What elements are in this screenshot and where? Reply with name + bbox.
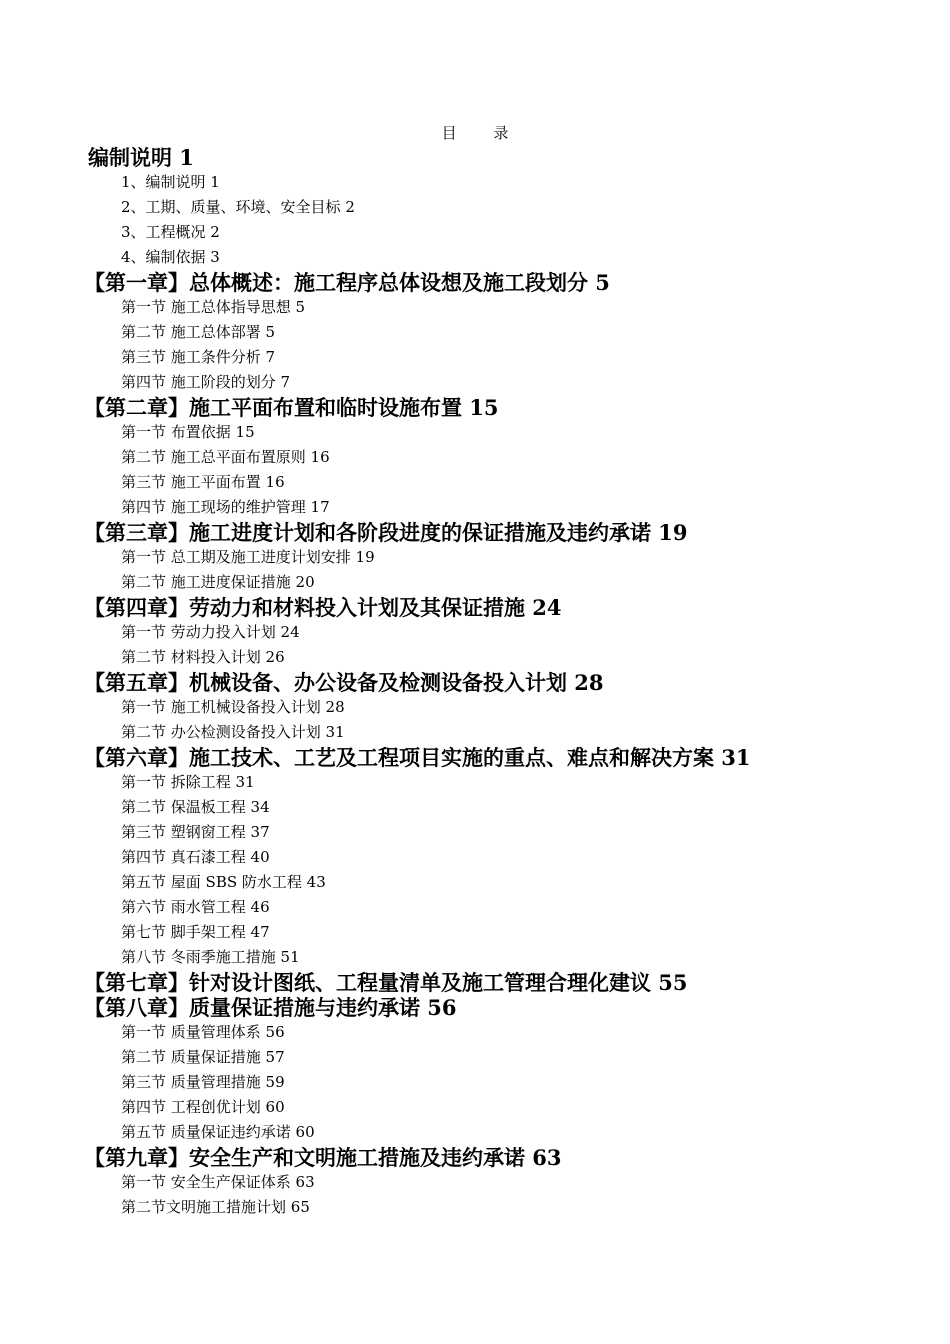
toc-section-entry: 第二节 办公检测设备投入计划 31 [121,723,345,741]
toc-section-entry: 第四节 真石漆工程 40 [121,848,270,866]
toc-section-entry: 第二节 施工总体部署 5 [121,323,276,341]
toc-title: 目 录 [441,124,525,142]
toc-section-entry: 第二节 施工进度保证措施 20 [121,573,315,591]
toc-chapter-entry: 【第三章】施工进度计划和各阶段进度的保证措施及违约承诺 19 [84,520,688,545]
toc-section-entry: 第二节 保温板工程 34 [121,798,270,816]
toc-section-entry: 第四节 施工阶段的划分 7 [121,373,291,391]
toc-section-entry: 第三节 施工平面布置 16 [121,473,285,491]
toc-section-entry: 第二节文明施工措施计划 65 [121,1198,310,1216]
toc-chapter-entry: 【第四章】劳动力和材料投入计划及其保证措施 24 [84,595,562,620]
toc-section-entry: 第一节 质量管理体系 56 [121,1023,285,1041]
toc-section-entry: 第四节 施工现场的维护管理 17 [121,498,330,516]
toc-chapter-entry: 【第二章】施工平面布置和临时设施布置 15 [84,395,499,420]
toc-section-entry: 第一节 施工总体指导思想 5 [121,298,306,316]
toc-section-entry: 1、编制说明 1 [121,173,220,191]
toc-section-entry: 第五节 质量保证违约承诺 60 [121,1123,315,1141]
toc-chapter-entry: 【第九章】安全生产和文明施工措施及违约承诺 63 [84,1145,562,1170]
toc-section-entry: 第一节 布置依据 15 [121,423,255,441]
toc-section-entry: 第七节 脚手架工程 47 [121,923,270,941]
toc-chapter-entry: 编制说明 1 [88,145,194,170]
toc-section-entry: 第四节 工程创优计划 60 [121,1098,285,1116]
toc-chapter-entry: 【第六章】施工技术、工艺及工程项目实施的重点、难点和解决方案 31 [84,745,751,770]
toc-section-entry: 第二节 材料投入计划 26 [121,648,285,666]
toc-section-entry: 第三节 施工条件分析 7 [121,348,276,366]
toc-section-entry: 第一节 总工期及施工进度计划安排 19 [121,548,375,566]
toc-section-entry: 第二节 质量保证措施 57 [121,1048,285,1066]
toc-section-entry: 第三节 质量管理措施 59 [121,1073,285,1091]
toc-chapter-entry: 【第五章】机械设备、办公设备及检测设备投入计划 28 [84,670,604,695]
toc-section-entry: 第六节 雨水管工程 46 [121,898,270,916]
toc-section-entry: 第一节 施工机械设备投入计划 28 [121,698,345,716]
toc-section-entry: 第一节 拆除工程 31 [121,773,255,791]
toc-section-entry: 4、编制依据 3 [121,248,220,266]
toc-section-entry: 2、工期、质量、环境、安全目标 2 [121,198,355,216]
toc-section-entry: 第二节 施工总平面布置原则 16 [121,448,330,466]
toc-section-entry: 第一节 安全生产保证体系 63 [121,1173,315,1191]
toc-section-entry: 第八节 冬雨季施工措施 51 [121,948,300,966]
toc-chapter-entry: 【第一章】总体概述：施工程序总体设想及施工段划分 5 [84,270,610,295]
toc-chapter-entry: 【第七章】针对设计图纸、工程量清单及施工管理合理化建议 55 [84,970,688,995]
toc-chapter-entry: 【第八章】质量保证措施与违约承诺 56 [84,995,457,1020]
toc-section-entry: 第五节 屋面 SBS 防水工程 43 [121,873,326,891]
toc-section-entry: 第三节 塑钢窗工程 37 [121,823,270,841]
toc-section-entry: 3、工程概况 2 [121,223,220,241]
table-of-contents [84,145,908,1220]
toc-section-entry: 第一节 劳动力投入计划 24 [121,623,300,641]
